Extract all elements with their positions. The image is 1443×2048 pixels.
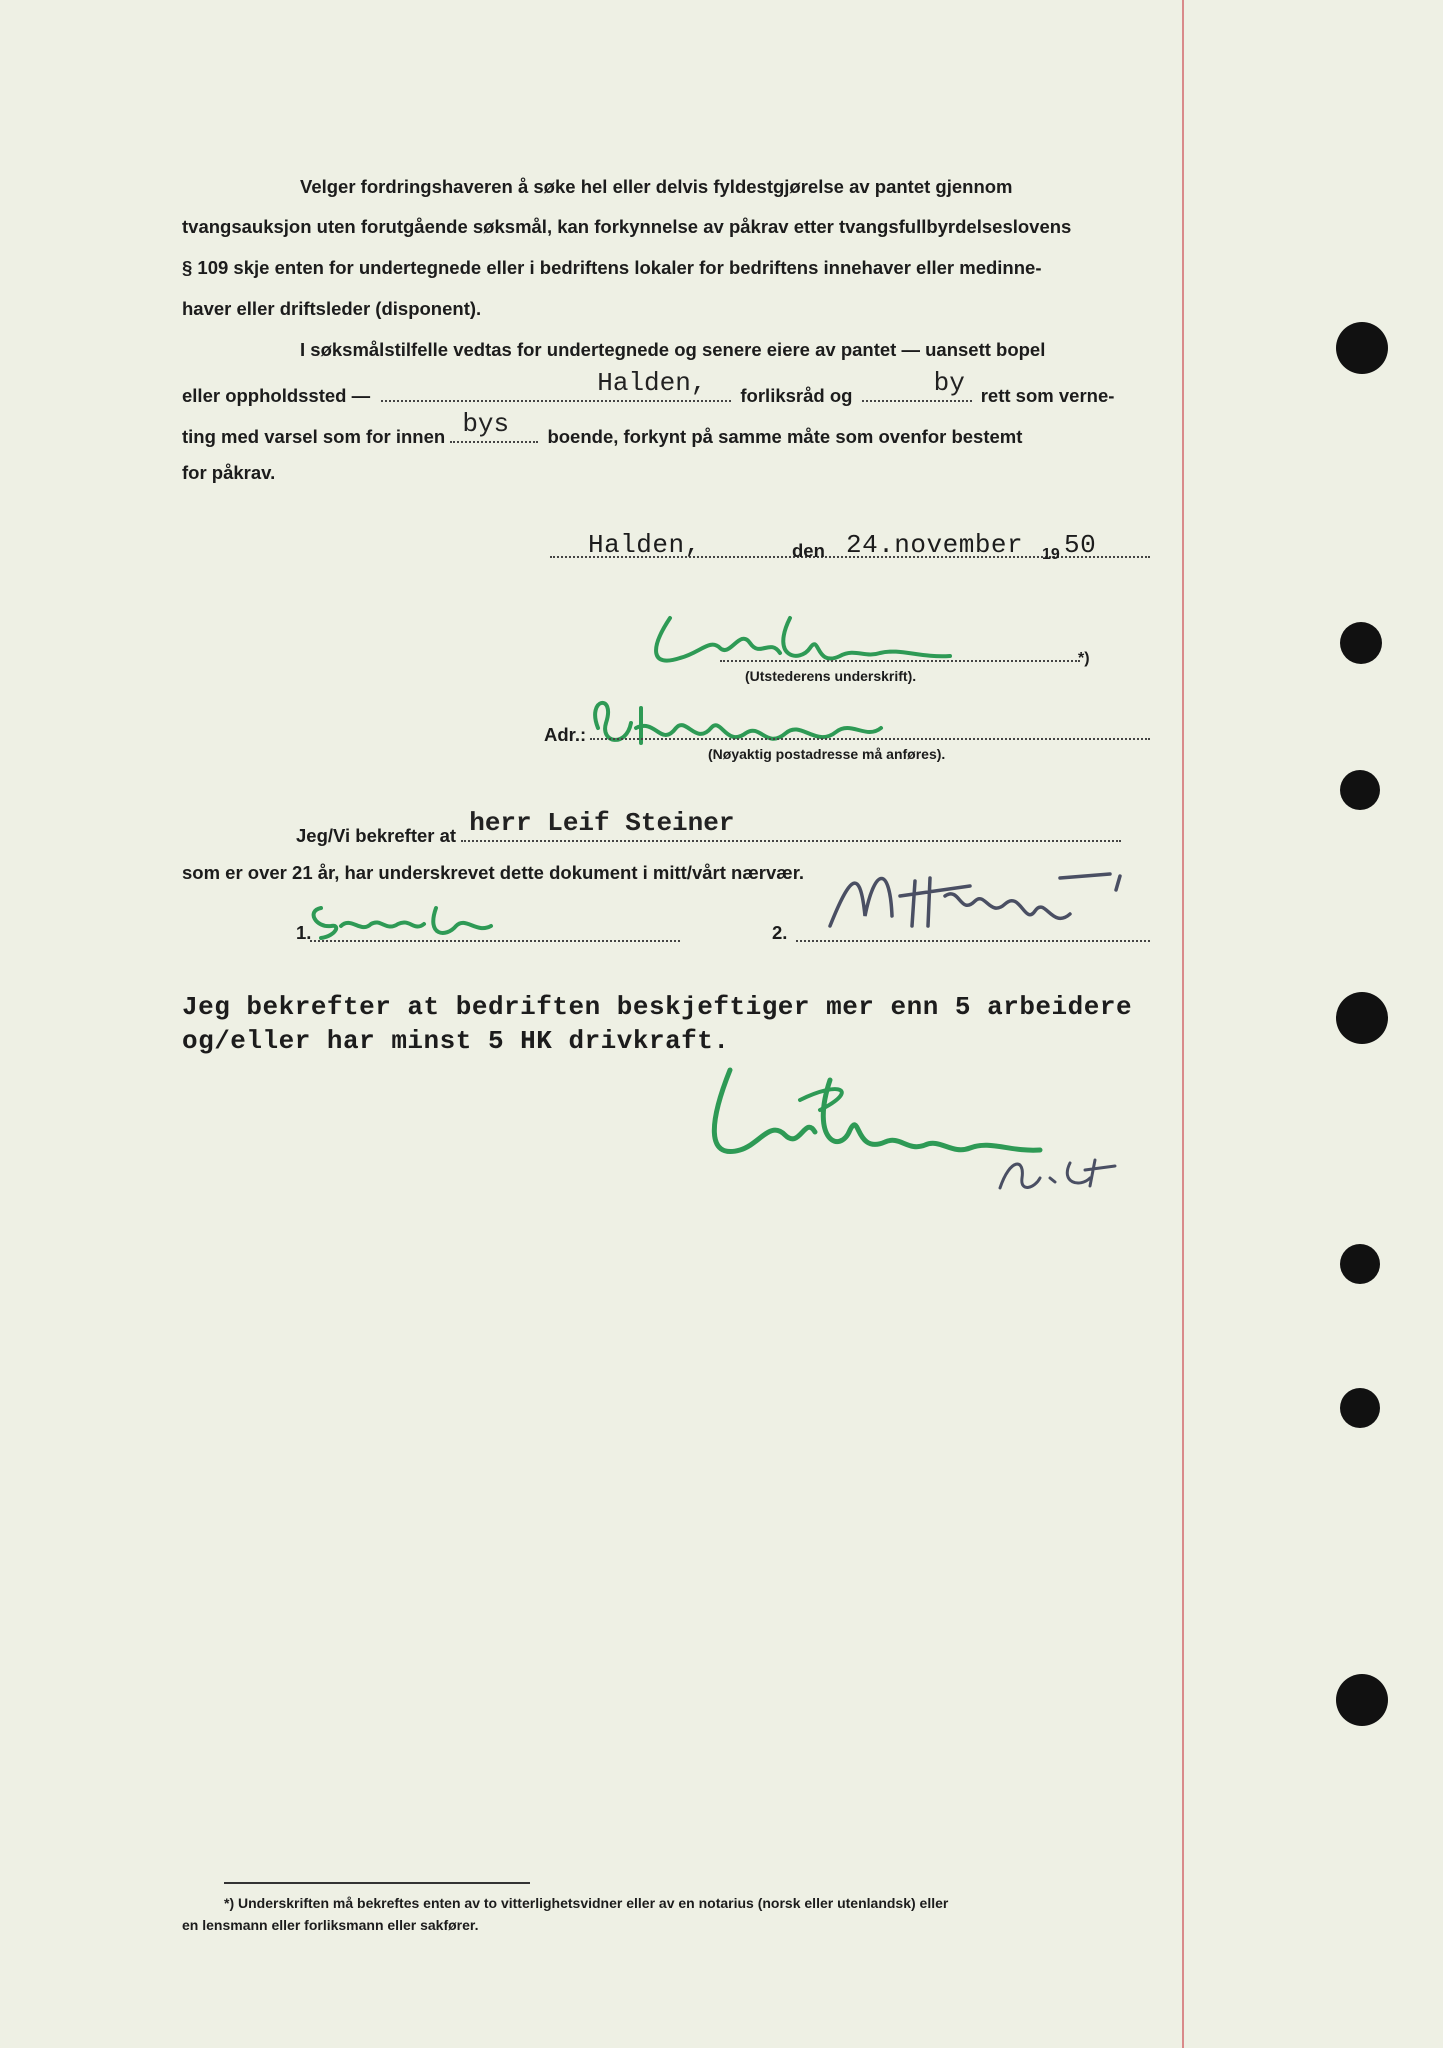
handwritten-bys: bys xyxy=(462,409,510,439)
issuer-signature-mark: *) xyxy=(1078,650,1090,667)
year-suffix: 50 xyxy=(1064,530,1097,560)
paragraph-line: Velger fordringshaveren å søke hel eller delvis fyldestgjørelse av pantet gjennom xyxy=(300,176,1013,197)
witness-2-signature xyxy=(820,856,1140,946)
binder-hole xyxy=(1336,992,1388,1044)
typed-statement-line-2: og/eller har minst 5 HK drivkraft. xyxy=(182,1026,730,1056)
venue-text-b: forliksråd og xyxy=(740,385,853,406)
notice-fill xyxy=(450,411,538,443)
binder-hole xyxy=(1340,1388,1380,1428)
witness-1-line xyxy=(310,940,680,942)
witness-line-2: som er over 21 år, har underskrevet dette dokument i mitt/vårt nærvær. xyxy=(182,862,805,883)
address-note: (Nøyaktig postadresse må anføres). xyxy=(708,746,946,762)
paragraph-line: for påkrav. xyxy=(182,462,276,483)
binder-hole xyxy=(1340,1244,1380,1284)
year-prefix: 19 xyxy=(1042,546,1060,563)
paragraph-line: I søksmålstilfelle vedtas for undertegnede og senere eiere av pantet — uansett bopel xyxy=(300,339,1046,360)
venue-fill-1 xyxy=(381,370,731,402)
paragraph-line: haver eller driftsleder (disponent). xyxy=(182,298,482,319)
pencil-initials xyxy=(990,1148,1140,1198)
issuer-signature-line xyxy=(720,660,1080,662)
witness-name-typed: herr Leif Steiner xyxy=(469,808,735,838)
handwritten-court: by xyxy=(933,368,965,398)
margin-line xyxy=(1182,0,1184,2048)
notice-text-a: ting med varsel som for innen xyxy=(182,426,446,447)
witness-fill xyxy=(461,810,1121,842)
witness-text-a: Jeg/Vi bekrefter at xyxy=(296,825,457,846)
venue-line xyxy=(182,370,1114,417)
notice-text-b: boende, forkynt på samme måte som ovenfor bestemt xyxy=(547,426,1023,447)
witness-line-1 xyxy=(296,810,1121,857)
typed-statement-line-1: Jeg bekrefter at bedriften beskjeftiger mer enn 5 arbeidere xyxy=(182,992,1133,1022)
witness-label-2: 2. xyxy=(772,922,788,943)
paragraph-line: tvangsauksjon uten forutgående søksmål, kan forkynnelse av påkrav etter tvangsfullbyrdelseslovens xyxy=(182,216,1072,237)
handwritten-city: Halden, xyxy=(597,368,707,398)
venue-text-c: rett som verne- xyxy=(980,385,1115,406)
binder-hole xyxy=(1340,770,1380,810)
witness-1-signature xyxy=(306,896,506,946)
venue-fill-2 xyxy=(862,370,972,402)
date-den: den xyxy=(792,540,825,561)
footnote-rule xyxy=(224,1882,530,1884)
address-label: Adr.: xyxy=(544,724,587,745)
footnote-line-2: en lensmann eller forliksmann eller sakfører. xyxy=(182,1917,479,1933)
venue-text-a: eller oppholdssted — xyxy=(182,385,371,406)
binder-hole xyxy=(1340,622,1382,664)
date-value: 24.november xyxy=(846,530,1024,560)
witness-label-1: 1. xyxy=(296,922,312,943)
notice-line xyxy=(182,411,1022,458)
paragraph-line: § 109 skje enten for undertegnede eller i bedriftens lokaler for bedriftens innehaver eller medinne- xyxy=(182,257,1042,278)
footnote-line-1: *) Underskriften må bekreftes enten av to vitterlighetsvidner eller av en notarius (norsk eller utenlandsk) eller xyxy=(224,1895,949,1911)
binder-hole xyxy=(1336,1674,1388,1726)
address-line xyxy=(590,738,1150,740)
date-place: Halden, xyxy=(588,530,701,560)
witness-2-line xyxy=(796,940,1150,942)
issuer-signature-label: (Utstederens underskrift). xyxy=(745,668,917,684)
binder-hole xyxy=(1336,322,1388,374)
